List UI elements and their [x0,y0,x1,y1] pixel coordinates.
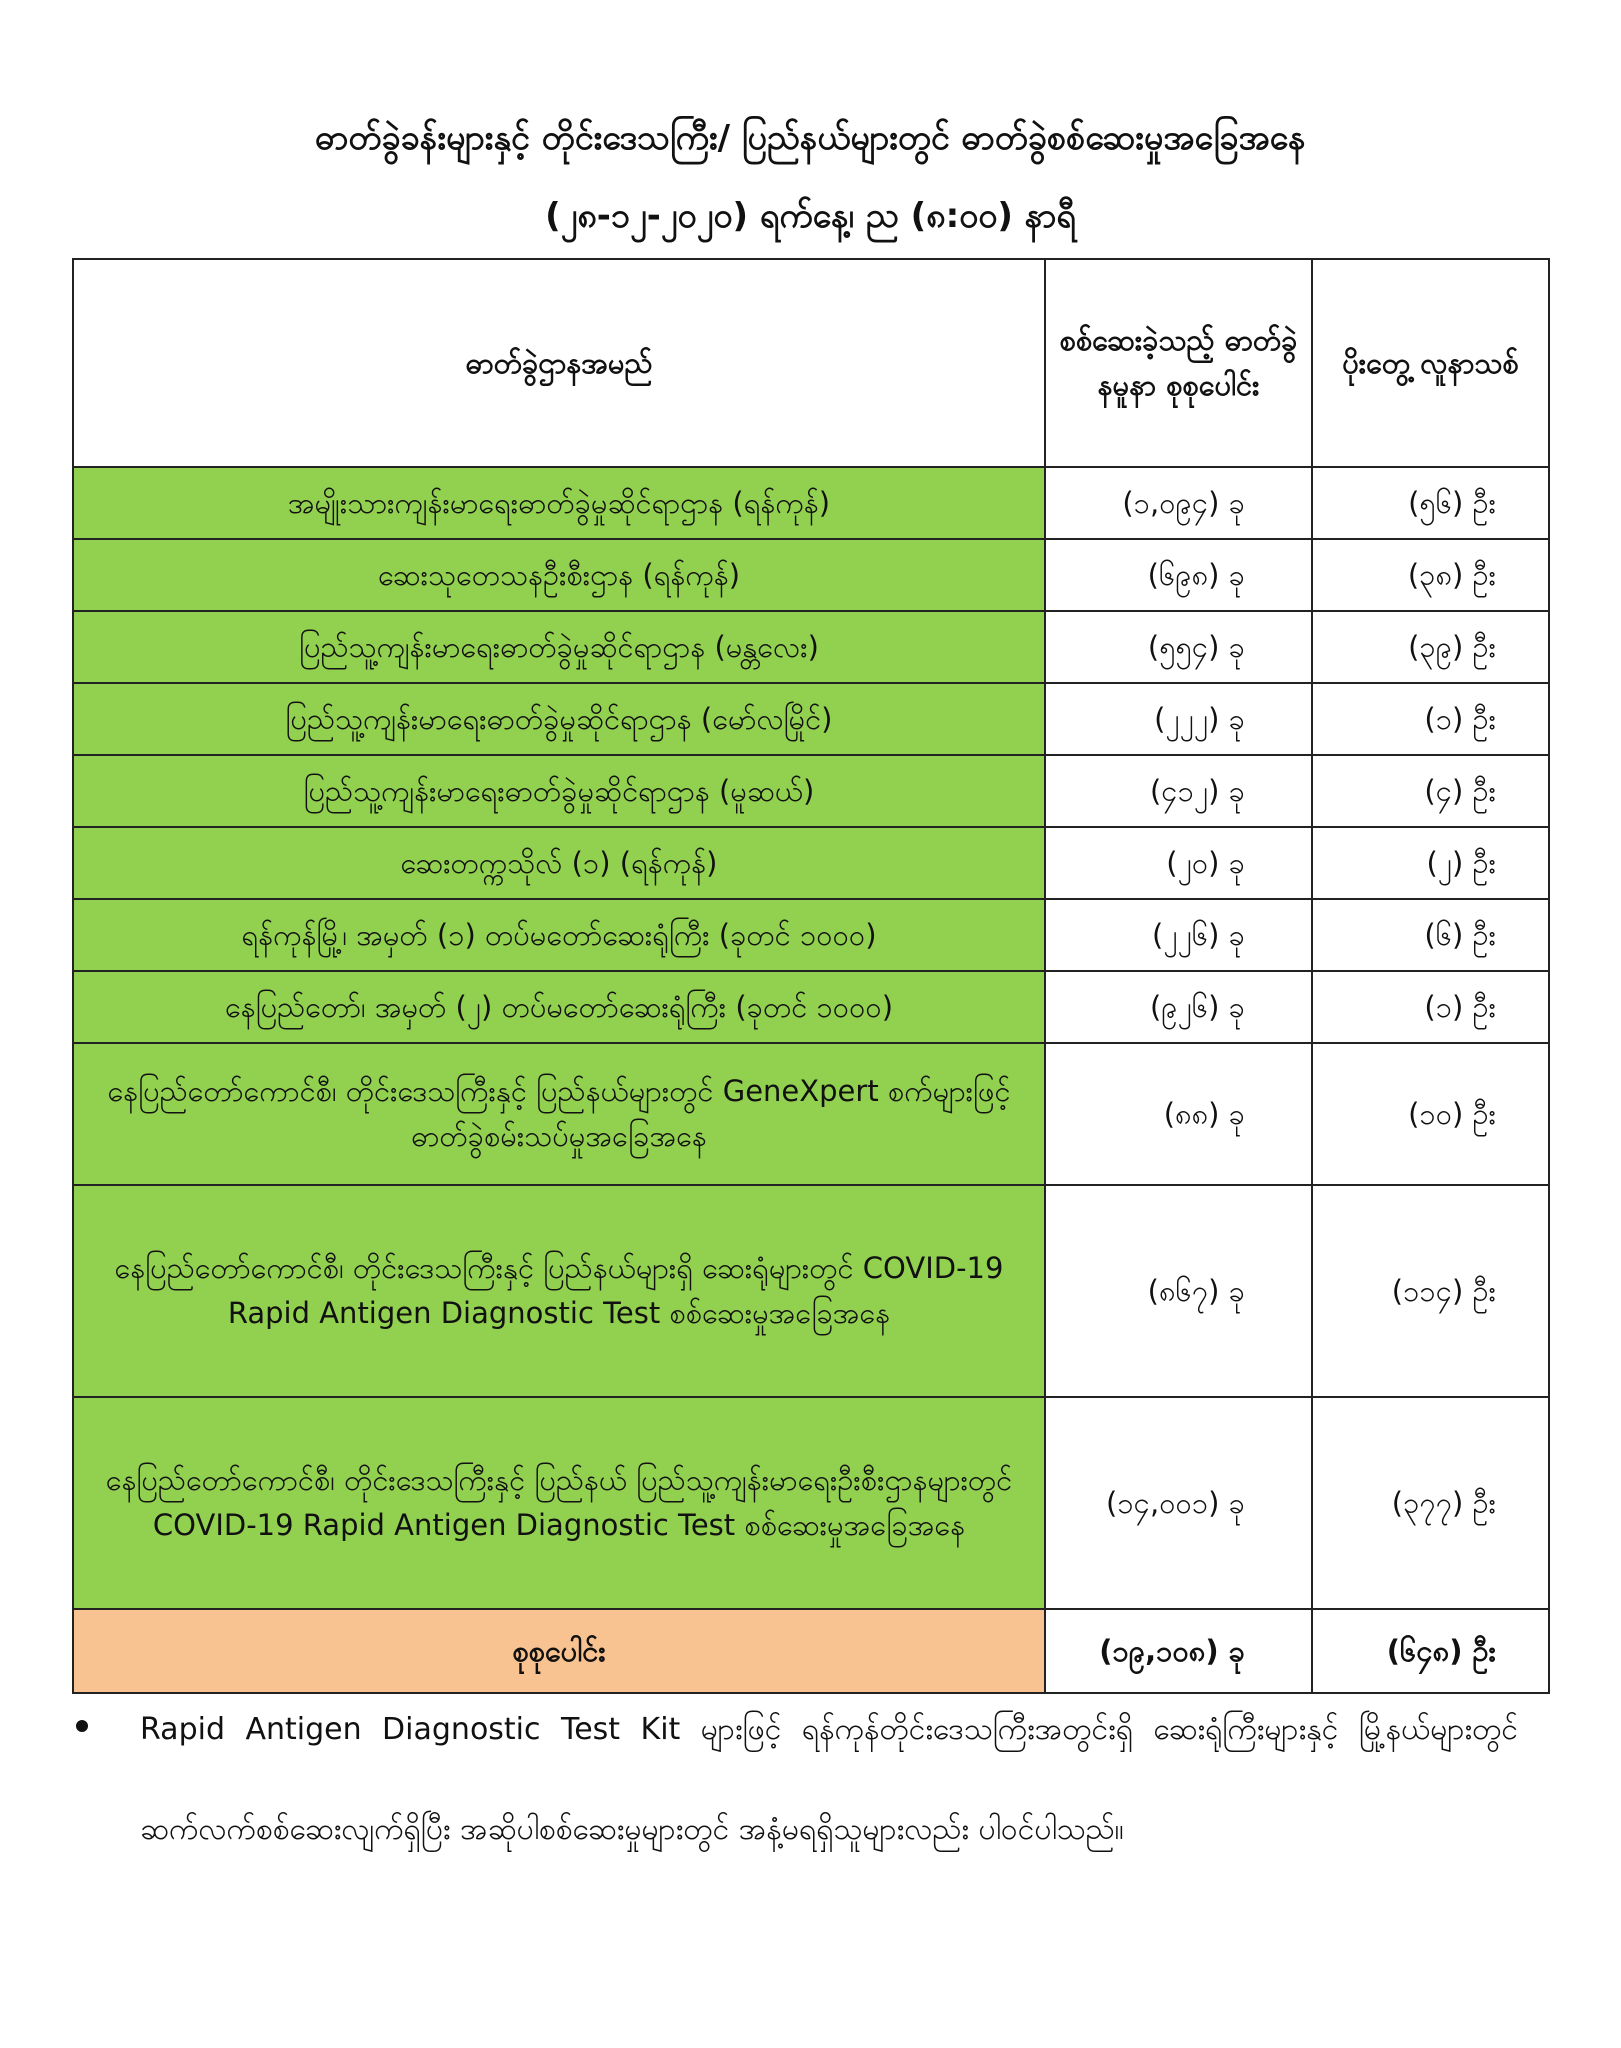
tests-cell: (၉၂၆) ခု [1045,971,1312,1043]
lab-name-cell: ဆေးတက္ကသိုလ် (၁) (ရန်ကုန်) [73,827,1045,899]
tests-cell: (၂၀) ခု [1045,827,1312,899]
positive-cell: (၁) ဦး [1312,971,1549,1043]
table-row [73,755,1549,827]
table-row [73,1043,1549,1185]
positive-cell: (၆) ဦး [1312,899,1549,971]
table-row [73,971,1549,1043]
footnote-text: Rapid Antigen Diagnostic Test Kit များဖြင့် ရန်ကုန်တိုင်းဒေသကြီးအတွင်းရှိ ဆေးရုံကြီးများနှင့် မြို့နယ်များတွင် ဆက်လက်စစ်ဆေးလျက်ရှိပြီး အဆိုပါစစ်ဆေးမှုများတွင် အနံ့မရရှိသူများလည်း ပါဝင်ပါသည်။ [140,1712,1518,1847]
positive-cell: (၂) ဦး [1312,827,1549,899]
tests-cell: (၈၈) ခု [1045,1043,1312,1185]
lab-name-cell: ပြည်သူ့ကျန်းမာရေးဓာတ်ခွဲမှုဆိုင်ရာဌာန (မန္တလေး) [73,611,1045,683]
tests-cell: (၂၂၂) ခု [1045,683,1312,755]
report-title: ဓာတ်ခွဲခန်းများနှင့် တိုင်းဒေသကြီး/ ပြည်နယ်များတွင် ဓာတ်ခွဲစစ်ဆေးမှုအခြေအနေ [315,118,1306,158]
positive-cell: (၁၁၄) ဦး [1312,1185,1549,1397]
lab-name-cell: နေပြည်တော်၊ အမှတ် (၂) တပ်မတော်ဆေးရုံကြီး (ခုတင် ၁၀၀၀) [73,971,1045,1043]
positive-cell: (၃၇၇) ဦး [1312,1397,1549,1609]
positive-cell: (၁၀) ဦး [1312,1043,1549,1185]
table-row [73,827,1549,899]
table-row [73,683,1549,755]
header-new-positive: ပိုးတွေ့ လူနာသစ် [1312,259,1549,467]
tests-cell: (၆၉၈) ခု [1045,539,1312,611]
table-row [73,899,1549,971]
lab-name-cell: နေပြည်တော်ကောင်စီ၊ တိုင်းဒေသကြီးနှင့် ပြည်နယ် ပြည်သူ့ကျန်းမာရေးဦးစီးဌာနများတွင် COVID-19 Rapid Antigen Diagnostic Test စစ်ဆေးမှုအခြေအနေ [73,1397,1045,1609]
header-lab-name: ဓာတ်ခွဲဌာနအမည် [73,259,1045,467]
table-row [73,1185,1549,1397]
total-positive: (၆၄၈) ဦး [1312,1609,1549,1693]
total-tests: (၁၉,၁၀၈) ခု [1045,1609,1312,1693]
positive-cell: (၁) ဦး [1312,683,1549,755]
footnote [88,1680,1518,1880]
positive-cell: (၃၉) ဦး [1312,611,1549,683]
lab-name-cell: နေပြည်တော်ကောင်စီ၊ တိုင်းဒေသကြီးနှင့် ပြည်နယ်များတွင် GeneXpert စက်များဖြင့် ဓာတ်ခွဲစမ်းသပ်မှုအခြေအနေ [73,1043,1045,1185]
table-row [73,467,1549,539]
bullet-icon [76,1720,88,1732]
lab-name-cell: ပြည်သူ့ကျန်းမာရေးဓာတ်ခွဲမှုဆိုင်ရာဌာန (မော်လမြိုင်) [73,683,1045,755]
lab-name-cell: နေပြည်တော်ကောင်စီ၊ တိုင်းဒေသကြီးနှင့် ပြည်နယ်များရှိ ဆေးရုံများတွင် COVID-19 Rapid Antigen Diagnostic Test စစ်ဆေးမှုအခြေအနေ [73,1185,1045,1397]
tests-cell: (၂၂၆) ခု [1045,899,1312,971]
report-date-time: (၂၈-၁၂-၂၀၂၀) ရက်နေ့၊ ည (၈:၀၀) နာရီ [545,196,1076,236]
table-row [73,539,1549,611]
table-header-row [73,259,1549,467]
tests-cell: (၁,၀၉၄) ခု [1045,467,1312,539]
total-label: စုစုပေါင်း [73,1609,1045,1693]
lab-testing-table [72,258,1550,1694]
lab-name-cell: ရန်ကုန်မြို့၊ အမှတ် (၁) တပ်မတော်ဆေးရုံကြီး (ခုတင် ၁၀၀၀) [73,899,1045,971]
positive-cell: (၃၈) ဦး [1312,539,1549,611]
header-total-tested: စစ်ဆေးခဲ့သည့် ဓာတ်ခွဲနမူနာ စုစုပေါင်း [1045,259,1312,467]
lab-name-cell: ပြည်သူ့ကျန်းမာရေးဓာတ်ခွဲမှုဆိုင်ရာဌာန (မူဆယ်) [73,755,1045,827]
lab-name-cell: ဆေးသုတေသနဦးစီးဌာန (ရန်ကုန်) [73,539,1045,611]
tests-cell: (၅၅၄) ခု [1045,611,1312,683]
tests-cell: (၄၁၂) ခု [1045,755,1312,827]
tests-cell: (၈၆၇) ခု [1045,1185,1312,1397]
tests-cell: (၁၄,၀၀၁) ခု [1045,1397,1312,1609]
positive-cell: (၅၆) ဦး [1312,467,1549,539]
table-row [73,611,1549,683]
lab-name-cell: အမျိုးသားကျန်းမာရေးဓာတ်ခွဲမှုဆိုင်ရာဌာန (ရန်ကုန်) [73,467,1045,539]
positive-cell: (၄) ဦး [1312,755,1549,827]
table-row [73,1397,1549,1609]
